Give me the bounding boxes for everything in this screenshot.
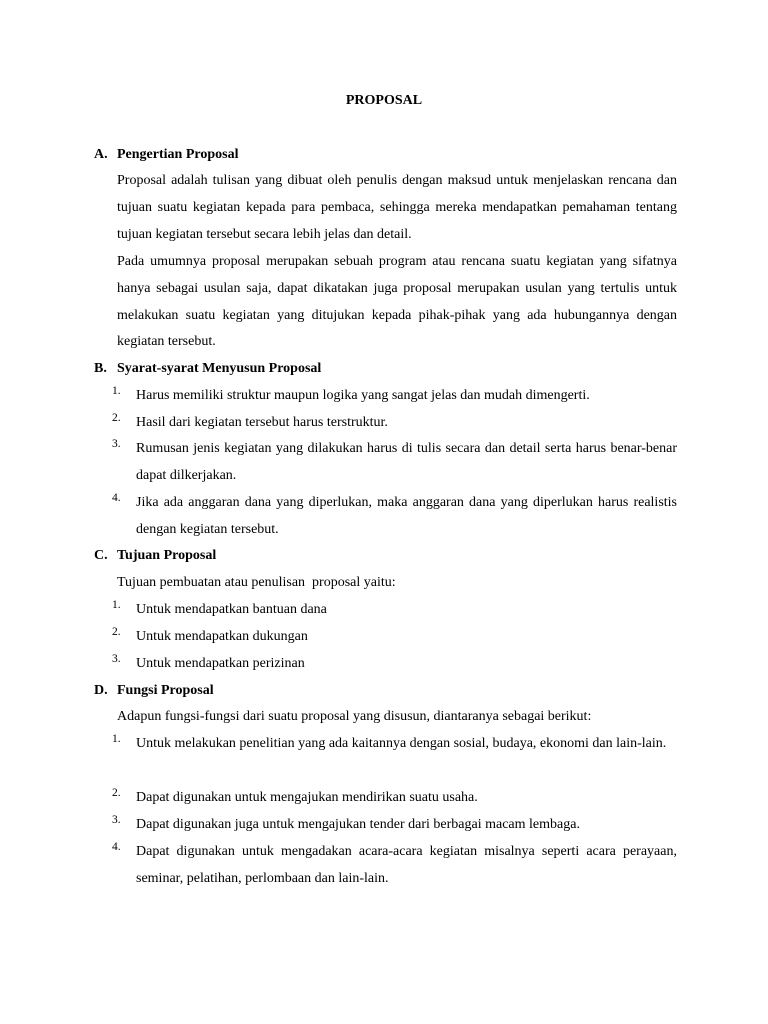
list-text: Dapat digunakan untuk mengadakan acara-acara kegiatan misalnya seperti acara perayaan, seminar, pelatihan, perlombaan dan lain-lain. (136, 844, 677, 886)
page-title: PROPOSAL (345, 93, 423, 108)
section-a-paragraph-1: Proposal adalah tulisan yang dibuat oleh penulis dengan maksud untuk menjelaskan rencana dan tujuan suatu kegiatan kepada para pembaca, sehingga mereka mendapatkan pemahaman tentang tujuan kegiatan tersebut secara lebih jelas dan detail. (117, 173, 677, 242)
list-number: 2. (112, 412, 121, 424)
section-letter: B. (94, 361, 107, 376)
list-number: 1. (112, 385, 121, 397)
section-title: Tujuan Proposal (117, 548, 217, 563)
list-number: 1. (112, 733, 121, 745)
list-text: Untuk mendapatkan dukungan (136, 629, 308, 644)
list-number: 4. (112, 492, 121, 504)
list-number: 3. (112, 438, 121, 450)
list-number: 2. (112, 787, 121, 799)
list-number: 3. (112, 814, 121, 826)
list-number: 1. (112, 599, 121, 611)
section-c-heading (94, 548, 216, 564)
list-text: Dapat digunakan untuk mengajukan mendirikan suatu usaha. (136, 790, 478, 805)
list-text: Jika ada anggaran dana yang diperlukan, maka anggaran dana yang diperlukan harus realistis dengan kegiatan tersebut. (136, 495, 677, 537)
list-text: Harus memiliki struktur maupun logika yang sangat jelas dan mudah dimengerti. (136, 388, 590, 403)
list-text: Untuk mendapatkan perizinan (136, 656, 305, 671)
section-a-heading (94, 147, 238, 163)
list-text: Untuk mendapatkan bantuan dana (136, 602, 327, 617)
list-number: 4. (112, 841, 121, 853)
list-number: 2. (112, 626, 121, 638)
section-title: Syarat-syarat Menyusun Proposal (117, 361, 322, 376)
section-letter: C. (94, 548, 108, 563)
list-text: Rumusan jenis kegiatan yang dilakukan harus di tulis secara dan detail serta harus benar-benar dapat dilkerjakan. (136, 441, 677, 483)
section-letter: D. (94, 683, 108, 698)
section-a-paragraph-2: Pada umumnya proposal merupakan sebuah program atau rencana suatu kegiatan yang sifatnya hanya sebagai usulan saja, dapat dikatakan juga proposal merupakan usulan yang tertulis untuk melakukan suatu kegiatan yang ditujukan kepada pihak-pihak yang ada hubungannya dengan kegiatan tersebut. (117, 254, 677, 350)
section-d-heading (94, 683, 214, 699)
section-title: Pengertian Proposal (117, 147, 239, 162)
section-title: Fungsi Proposal (117, 683, 214, 698)
section-b-heading (94, 361, 321, 377)
section-d-intro: Adapun fungsi-fungsi dari suatu proposal yang disusun, diantaranya sebagai berikut: (117, 709, 592, 724)
list-text: Hasil dari kegiatan tersebut harus terstruktur. (136, 415, 388, 430)
list-number: 3. (112, 653, 121, 665)
list-text: Untuk melakukan penelitian yang ada kaitannya dengan sosial, budaya, ekonomi dan lain-lain. (136, 736, 667, 751)
section-c-intro: Tujuan pembuatan atau penulisan proposal yaitu: (117, 575, 396, 590)
section-letter: A. (94, 147, 108, 162)
list-text: Dapat digunakan juga untuk mengajukan tender dari berbagai macam lembaga. (136, 817, 580, 832)
